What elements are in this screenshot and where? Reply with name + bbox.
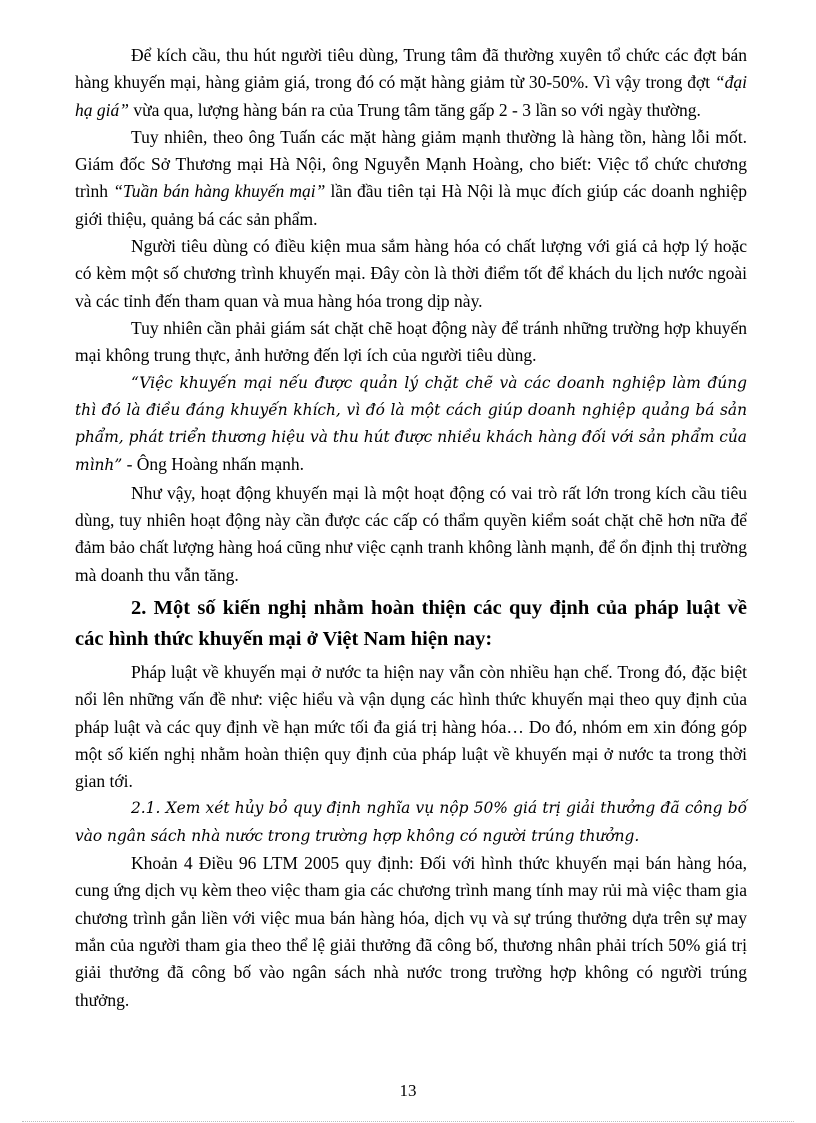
quoted-program-name: “Tuần bán hàng khuyến mại”: [113, 181, 326, 202]
paragraph-promotion-center: Để kích cầu, thu hút người tiêu dùng, Trung tâm đã thường xuyên tổ chức các đợt bán hàng khuyến mại, hàng giảm giá, trong đó có mặt hàng giảm từ 30-50%. Vì vậy trong đợt “đại hạ giá” vừa qua, lượng hàng bán ra của Trung tâm tăng gấp 2 - 3 lần so với ngày thường.: [75, 45, 747, 120]
quote-attribution: - Ông Hoàng nhấn mạnh.: [122, 454, 304, 475]
paragraph-conclusion: Như vậy, hoạt động khuyến mại là một hoạt động có vai trò rất lớn trong kích cầu tiêu dùng, tuy nhiên hoạt động này cần được các cấp có thẩm quyền kiểm soát chặt chẽ hơn nữa để đảm bảo chất lượng hàng hoá cũng như việc cạnh tranh không lành mạnh, để ổn định thị trường mà doanh thu vẫn tăng.: [75, 482, 747, 585]
paragraph-supervision: Tuy nhiên cần phải giám sát chặt chẽ hoạt động này để tránh những trường hợp khuyến mại không trung thực, ảnh hưởng đến lợi ích của người tiêu dùng.: [75, 317, 747, 366]
paragraph-law-limitations: Pháp luật về khuyến mại ở nước ta hiện nay vẫn còn nhiều hạn chế. Trong đó, đặc biệt nổi lên những vấn đề như: việc hiểu và vận dụng các hình thức khuyến mại theo quy định của pháp luật và các quy định về hạn mức tối đa giá trị hàng hóa… Do đó, nhóm em xin đóng góp một số kiến nghị nhằm hoàn thiện quy định của pháp luật về khuyến mại ở nước ta trong thời gian tới.: [75, 661, 747, 792]
section-heading: 2. Một số kiến nghị nhằm hoàn thiện các quy định của pháp luật về các hình thức khuyến mại ở Việt Nam hiện nay:: [75, 596, 747, 650]
paragraph-consumers: Người tiêu dùng có điều kiện mua sắm hàng hóa có chất lượng với giá cả hợp lý hoặc có kèm một số chương trình khuyến mại. Đây còn là thời điểm tốt để khách du lịch nước ngoài và các tỉnh đến tham quan và mua hàng hóa trong dịp này.: [75, 236, 747, 311]
paragraph-director-statement: Tuy nhiên, theo ông Tuấn các mặt hàng giảm mạnh thường là hàng tồn, hàng lỗi mốt. Giám đốc Sở Thương mại Hà Nội, ông Nguyễn Mạnh Hoàng, cho biết: Việc tổ chức chương trình “Tuần bán hàng khuyến mại” lần đầu tiên tại Hà Nội là mục đích giúp các doanh nghiệp giới thiệu, quảng bá các sản phẩm.: [75, 126, 747, 229]
quote-text: “Việc khuyến mại nếu được quản lý chặt chẽ và các doanh nghiệp làm đúng thì đó là điều đáng khuyến khích, vì đó là một cách giúp doanh nghiệp quảng bá sản phẩm, phát triển thương hiệu và thu hút được nhiều khách hàng đối với sản phẩm của mình”: [75, 373, 747, 475]
subsection-heading: 2.1. Xem xét hủy bỏ quy định nghĩa vụ nộp 50% giá trị giải thưởng đã công bố vào ngân sách nhà nước trong trường hợp không có người trúng thưởng.: [75, 799, 747, 845]
quoted-term: “đại hạ giá”: [75, 72, 747, 120]
page-number: 13: [399, 1081, 417, 1100]
footer-divider: [22, 1121, 794, 1122]
paragraph-quote: [75, 370, 747, 480]
page-body: [75, 42, 747, 1014]
paragraph-article-96: Khoản 4 Điều 96 LTM 2005 quy định: Đối với hình thức khuyến mại bán hàng hóa, cung ứng dịch vụ kèm theo việc tham gia các chương trình mang tính may rủi mà việc tham gia chương trình gắn liền với việc mua bán hàng hóa, dịch vụ và sự trúng thưởng dựa trên sự may mắn của người tham gia theo thể lệ giải thưởng đã công bố, thương nhân phải trích 50% giá trị giải thưởng đã công bố vào ngân sách nhà nước trong trường hợp không có người trúng thưởng.: [75, 853, 747, 1010]
